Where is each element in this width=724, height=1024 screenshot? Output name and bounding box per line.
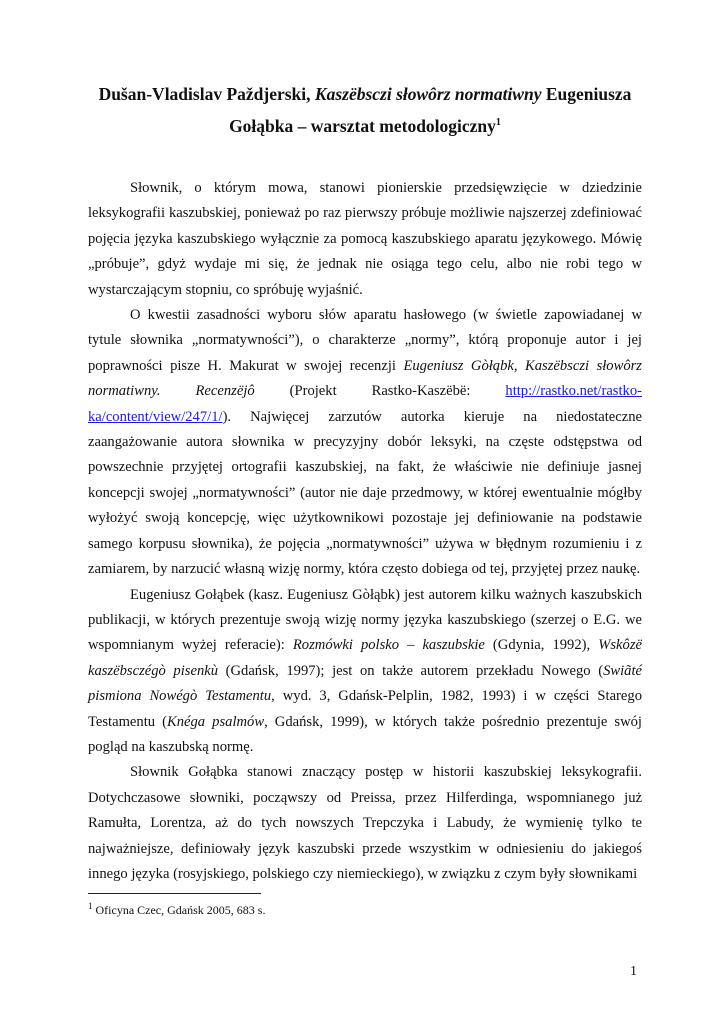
paragraph-3-text: (Gdańsk, 1997); jest on także autorem przekładu Nowego (	[218, 662, 604, 679]
book-title: Knéga psalmów	[167, 713, 265, 730]
book-title: Swiãté pismiona Nowégò Testamentu	[88, 662, 642, 705]
paragraph-3-text: , wyd. 3, Gdańsk-Pelplin, 1982, 1993) i w części Starego Testamentu (	[88, 688, 642, 730]
paragraph-3-text: (Gdynia, 1992),	[484, 637, 599, 654]
footnote-divider	[88, 893, 261, 894]
document-title	[88, 78, 642, 142]
document-body	[88, 176, 642, 887]
paragraph-3	[88, 583, 642, 761]
document-page	[88, 78, 642, 887]
paragraph-2-text: (Projekt Rastko-Kaszëbë:	[254, 383, 506, 400]
paragraph-1: Słownik, o którym mowa, stanowi pionierskie przedsięwzięcie w dziedzinie leksykografii kaszubskiej, ponieważ po raz pierwszy próbuje możliwie najszerzej zdefiniować pojęcia języka kaszubskiego wyłącznie za pomocą kaszubskiego aparatu językowego. Mówię „próbuje”, gdyż wydaje mi się, że jednak nie osiąga tego celu, albo nie robi tego w wystarczającym stopniu, co spróbuję wyjaśnić.	[88, 180, 642, 298]
paragraph-2-text: ). Najwięcej zarzutów autorka kieruje na niedostateczne zaangażowanie autora słownika w precyzyjny dobór leksyki, na częste odstępstwa od powszechnie przyjętej ortografii kaszubskiej, na fakt, że właściwie nie definiuje jasnej koncepcji swojej „normatywności” (autor nie daje przedmowy, w której ewentualnie mógłby wyłożyć swoją koncepcję, więc użytkownikowi pozostaje jej definiowanie na podstawie samego korpusu słownika), że pojęcia „normatywności” używa w błędnym rozumieniu i z zamiarem, by narzucić własną wizję normy, która często dobiega od tej, przyjętej przez naukę.	[88, 408, 642, 578]
rastko-link[interactable]: http://rastko.net/rastko-ka/content/view/247/1/	[88, 383, 642, 425]
book-title: Rozmówki polsko – kaszubskie	[292, 637, 485, 654]
title-book: Kaszëbsczi słowôrz normatiwny	[314, 84, 542, 104]
footnote	[88, 902, 265, 918]
review-title: Eugeniusz Gòłąbk, Kaszëbsczi słowôrz normatiwny. Recenzëjô	[88, 357, 642, 400]
paragraph-3-text: , Gdańsk, 1999), w których także pośrednio prezentuje swój pogląd na kaszubską normę.	[88, 713, 642, 755]
footnote-reference[interactable]: 1	[495, 117, 501, 129]
book-title: Wskôzë kaszëbsczégò pisenkù	[88, 637, 642, 679]
footnote-text: Oficyna Czec, Gdańsk 2005, 683 s.	[92, 903, 266, 917]
footnote-number: 1	[88, 901, 93, 911]
paragraph-2-text: O kwestii zasadności wyboru słów aparatu hasłowego (w świetle zapowiadanej w tytule słownika „normatywności”), o charakterze „normy”, którą proponuje autor i jej poprawności pisze H. Makurat w swojej recenzji	[88, 307, 642, 374]
paragraph-4: Słownik Gołąbka stanowi znaczący postęp w historii kaszubskiej leksykografii. Dotychczasowe słowniki, począwszy od Preissa, przez Hilferdinga, wspomnianego już Ramułta, Lorentza, aż do tych nowszych Trepczyka i Labudy, że wymienię tylko te najważniejsze, definiowały język kaszubski przede wszystkim w odniesieniu do jakiegoś innego języka (rosyjskiego, polskiego czy niemieckiego), w związku z czym były słownikami	[88, 764, 642, 882]
title-author: Dušan-Vladislav Paždjerski,	[98, 84, 311, 104]
title-line1-rest: Eugeniusza	[545, 84, 632, 104]
page-number: 1	[630, 964, 637, 979]
paragraph-2	[88, 303, 642, 582]
paragraph-3-text: Eugeniusz Gołąbek (kasz. Eugeniusz Gòłąbk) jest autorem kilku ważnych kaszubskich publikacji, w których prezentuje swoją wizję normy języka kaszubskiego (szerzej o E.G. we wspomnianym wyżej referacie):	[88, 586, 642, 654]
title-line2: Gołąbka – warsztat metodologiczny	[229, 116, 496, 136]
